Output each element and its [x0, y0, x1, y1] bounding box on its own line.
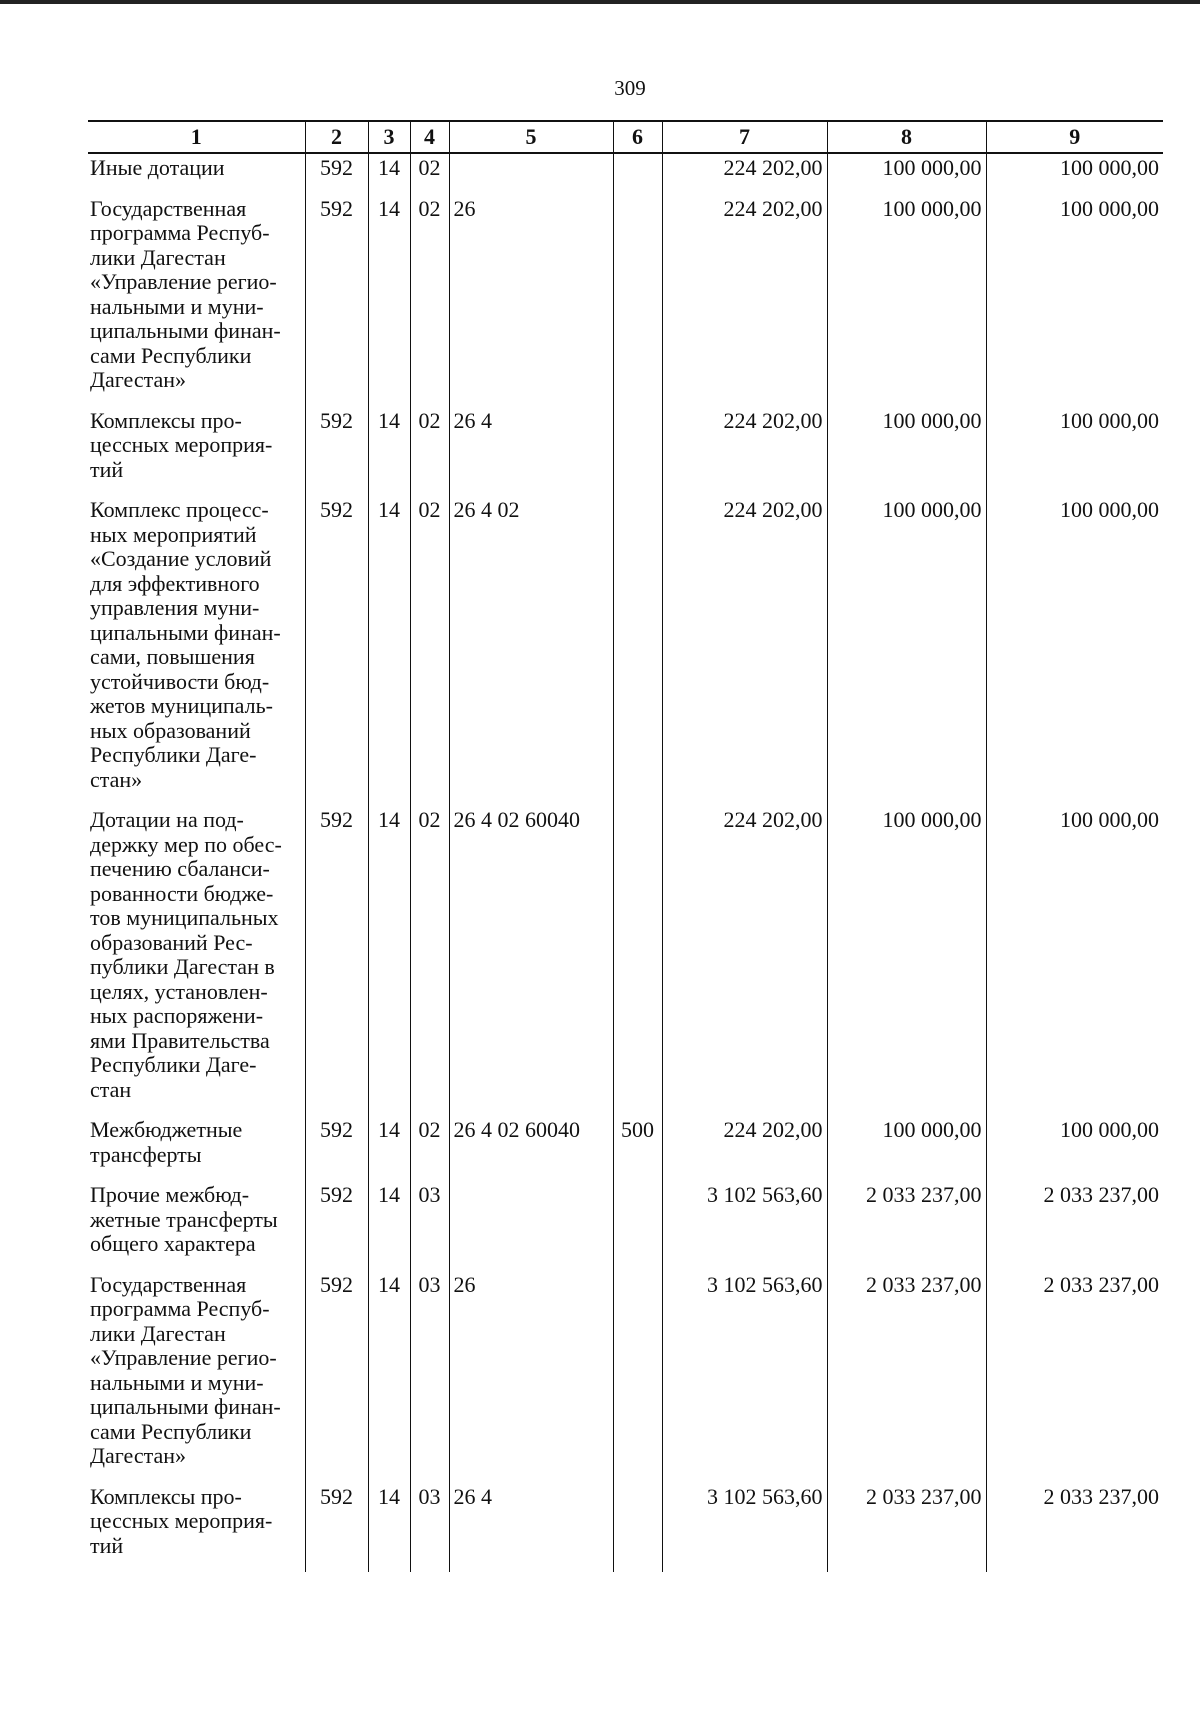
cell-item-name [88, 496, 305, 806]
item-name-line: цессных мероприя- [90, 1508, 273, 1533]
table-row [88, 153, 1163, 195]
item-name-line: ных распоряжени- [90, 1003, 264, 1028]
item-name-line: тов муниципальных [90, 905, 279, 930]
cell-target-article-code [449, 153, 613, 195]
table-row [88, 1483, 1163, 1573]
page-number: 309 [614, 76, 646, 100]
cell-section-code: 14 [368, 1181, 410, 1271]
cell-item-name [88, 407, 305, 497]
cell-ministry-code: 592 [305, 153, 368, 195]
top-border-rule [0, 0, 1200, 4]
cell-expense-type-code [613, 496, 662, 806]
cell-ministry-code: 592 [305, 195, 368, 407]
item-name-line: тий [90, 1532, 124, 1558]
item-name-line: Государственная [90, 195, 247, 221]
table-row [88, 1271, 1163, 1483]
cell-amount-col9: 2 033 237,00 [986, 1483, 1163, 1573]
item-name-line: сами Республики [90, 1418, 252, 1444]
cell-amount-col7: 224 202,00 [662, 195, 827, 407]
table-row [88, 1116, 1163, 1181]
item-name-line: ных мероприятий [90, 521, 257, 547]
cell-ministry-code: 592 [305, 1181, 368, 1271]
cell-expense-type-code [613, 195, 662, 407]
column-header: 2 [305, 121, 368, 153]
cell-amount-col7: 224 202,00 [662, 496, 827, 806]
item-name-line: тий [90, 456, 124, 482]
cell-subsection-code: 03 [410, 1271, 449, 1483]
cell-item-name [88, 195, 305, 407]
cell-amount-col7: 224 202,00 [662, 806, 827, 1116]
cell-amount-col8: 2 033 237,00 [827, 1181, 986, 1271]
cell-item-name [88, 1116, 305, 1181]
item-name-line: цессных мероприя- [90, 432, 273, 457]
cell-ministry-code: 592 [305, 806, 368, 1116]
table-row [88, 806, 1163, 1116]
cell-subsection-code: 02 [410, 407, 449, 497]
cell-section-code: 14 [368, 1483, 410, 1573]
cell-amount-col9: 100 000,00 [986, 496, 1163, 806]
cell-subsection-code: 02 [410, 1116, 449, 1181]
item-name-line: трансферты [90, 1141, 202, 1167]
cell-target-article-code: 26 4 02 60040 [449, 806, 613, 1116]
table-row [88, 496, 1163, 806]
item-name-line: Комплекс процесс- [90, 497, 269, 522]
cell-section-code: 14 [368, 1271, 410, 1483]
cell-amount-col8: 100 000,00 [827, 195, 986, 407]
column-header: 6 [613, 121, 662, 153]
item-name-line: ципальными финан- [90, 318, 281, 343]
column-header: 9 [986, 121, 1163, 153]
cell-expense-type-code [613, 153, 662, 195]
item-name-line: общего характера [90, 1231, 256, 1256]
item-name-line: Комплексы про- [90, 407, 242, 433]
cell-section-code: 14 [368, 407, 410, 497]
item-name-line: «Управление регио- [90, 1345, 277, 1370]
item-name-line: образований Рес- [90, 929, 253, 955]
cell-amount-col9: 100 000,00 [986, 153, 1163, 195]
item-name-line: ями Правительства [90, 1027, 270, 1053]
cell-section-code: 14 [368, 496, 410, 806]
item-name-line: Прочие межбюд- [90, 1182, 250, 1207]
cell-amount-col8: 2 033 237,00 [827, 1483, 986, 1573]
column-header: 5 [449, 121, 613, 153]
cell-amount-col7: 3 102 563,60 [662, 1483, 827, 1573]
item-name-line: Республики Даге- [90, 742, 257, 767]
item-name-line: Межбюджетные [90, 1117, 243, 1142]
cell-item-name [88, 806, 305, 1116]
item-name-line: управления муни- [90, 595, 260, 620]
item-name-line: жетные трансферты [90, 1206, 278, 1232]
cell-expense-type-code [613, 407, 662, 497]
table-row [88, 407, 1163, 497]
item-name-line: программа Респуб- [90, 220, 270, 245]
cell-expense-type-code [613, 1181, 662, 1271]
item-name-line: Дагестан» [90, 1443, 187, 1468]
cell-amount-col8: 100 000,00 [827, 806, 986, 1116]
cell-amount-col9: 100 000,00 [986, 407, 1163, 497]
cell-amount-col7: 224 202,00 [662, 407, 827, 497]
cell-ministry-code: 592 [305, 1483, 368, 1573]
cell-amount-col7: 224 202,00 [662, 1116, 827, 1181]
table-body [88, 153, 1163, 1572]
cell-ministry-code: 592 [305, 407, 368, 497]
cell-amount-col7: 224 202,00 [662, 153, 827, 195]
item-name-line: сами Республики [90, 342, 252, 368]
cell-amount-col9: 100 000,00 [986, 806, 1163, 1116]
cell-section-code: 14 [368, 1116, 410, 1181]
cell-expense-type-code [613, 806, 662, 1116]
cell-amount-col9: 100 000,00 [986, 195, 1163, 407]
item-name-line: ципальными финан- [90, 619, 281, 645]
cell-target-article-code: 26 [449, 195, 613, 407]
item-name-line: стан» [90, 766, 143, 792]
item-name-line: печению сбаланси- [90, 856, 270, 881]
cell-item-name [88, 1483, 305, 1573]
item-name-line: Иные дотации [90, 155, 225, 180]
item-name-line: устойчивости бюд- [90, 668, 270, 694]
item-name-line: целях, установлен- [90, 978, 268, 1004]
column-header: 4 [410, 121, 449, 153]
cell-subsection-code: 03 [410, 1483, 449, 1573]
cell-subsection-code: 02 [410, 496, 449, 806]
item-name-line: стан [90, 1076, 132, 1102]
cell-target-article-code: 26 [449, 1271, 613, 1483]
cell-target-article-code: 26 4 [449, 407, 613, 497]
item-name-line: Республики Даге- [90, 1052, 257, 1077]
cell-amount-col7: 3 102 563,60 [662, 1181, 827, 1271]
cell-ministry-code: 592 [305, 1271, 368, 1483]
cell-expense-type-code: 500 [613, 1116, 662, 1181]
cell-subsection-code: 03 [410, 1181, 449, 1271]
column-number-header-row [88, 121, 1163, 153]
item-name-line: жетов муниципаль- [90, 693, 273, 718]
item-name-line: держку мер по обес- [90, 831, 282, 857]
item-name-line: лики Дагестан [90, 1320, 226, 1346]
cell-amount-col8: 100 000,00 [827, 153, 986, 195]
cell-subsection-code: 02 [410, 195, 449, 407]
table-row [88, 195, 1163, 407]
column-header: 3 [368, 121, 410, 153]
item-name-line: ципальными финан- [90, 1394, 281, 1419]
column-header: 1 [88, 121, 305, 153]
cell-section-code: 14 [368, 195, 410, 407]
cell-item-name [88, 153, 305, 195]
item-name-line: публики Дагестан в [90, 954, 275, 979]
cell-subsection-code: 02 [410, 806, 449, 1116]
item-name-line: Комплексы про- [90, 1483, 242, 1509]
cell-amount-col9: 100 000,00 [986, 1116, 1163, 1181]
cell-item-name [88, 1271, 305, 1483]
cell-expense-type-code [613, 1483, 662, 1573]
item-name-line: Государственная [90, 1271, 247, 1297]
cell-section-code: 14 [368, 153, 410, 195]
cell-amount-col8: 2 033 237,00 [827, 1271, 986, 1483]
item-name-line: рованности бюдже- [90, 880, 274, 906]
table-row [88, 1181, 1163, 1271]
cell-target-article-code [449, 1181, 613, 1271]
cell-amount-col9: 2 033 237,00 [986, 1181, 1163, 1271]
item-name-line: лики Дагестан [90, 244, 226, 270]
column-header: 7 [662, 121, 827, 153]
cell-subsection-code: 02 [410, 153, 449, 195]
column-header: 8 [827, 121, 986, 153]
cell-expense-type-code [613, 1271, 662, 1483]
cell-amount-col8: 100 000,00 [827, 496, 986, 806]
cell-amount-col8: 100 000,00 [827, 1116, 986, 1181]
item-name-line: «Управление регио- [90, 269, 277, 294]
item-name-line: для эффективного [90, 570, 260, 596]
cell-target-article-code: 26 4 [449, 1483, 613, 1573]
cell-target-article-code: 26 4 02 [449, 496, 613, 806]
item-name-line: программа Респуб- [90, 1296, 270, 1321]
item-name-line: нальными и муни- [90, 293, 264, 319]
cell-item-name [88, 1181, 305, 1271]
cell-ministry-code: 592 [305, 496, 368, 806]
cell-amount-col7: 3 102 563,60 [662, 1271, 827, 1483]
item-name-line: нальными и муни- [90, 1369, 264, 1395]
item-name-line: ных образований [90, 717, 251, 743]
budget-table [88, 120, 1163, 1572]
cell-amount-col8: 100 000,00 [827, 407, 986, 497]
cell-ministry-code: 592 [305, 1116, 368, 1181]
cell-section-code: 14 [368, 806, 410, 1116]
cell-target-article-code: 26 4 02 60040 [449, 1116, 613, 1181]
item-name-line: Дагестан» [90, 367, 187, 392]
item-name-line: «Создание условий [90, 546, 272, 571]
cell-amount-col9: 2 033 237,00 [986, 1271, 1163, 1483]
item-name-line: сами, повышения [90, 644, 255, 669]
item-name-line: Дотации на под- [90, 807, 244, 832]
